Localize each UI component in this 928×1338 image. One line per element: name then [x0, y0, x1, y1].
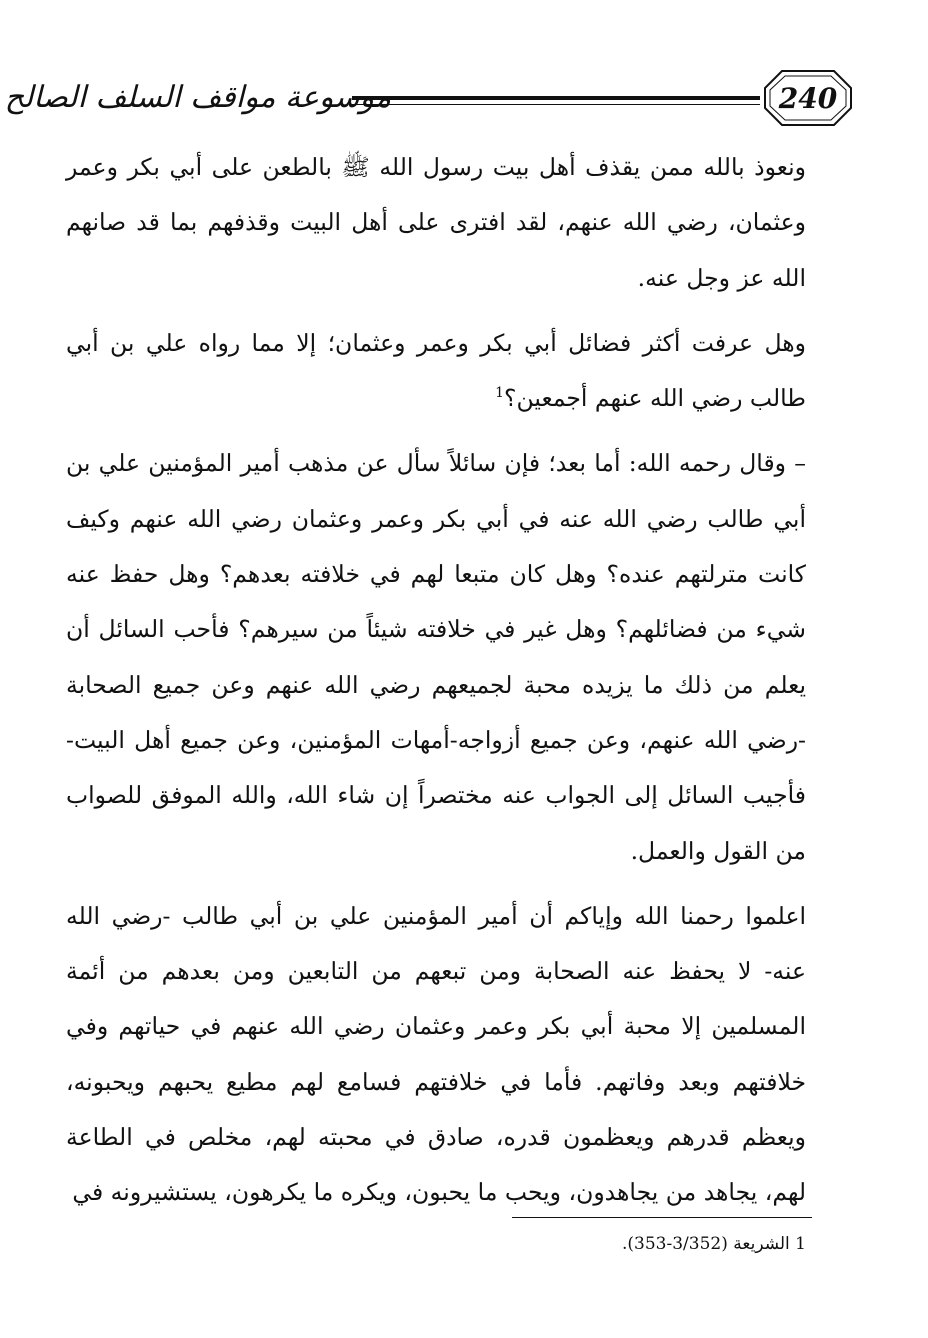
paragraph-1	[66, 140, 806, 306]
paragraph-4	[66, 889, 806, 1221]
paragraph-3	[66, 436, 806, 878]
header-rule-thick	[352, 96, 760, 100]
paragraph-text: وهل عرفت أكثر فضائل أبي بكر وعمر وعثمان؛ إلا مما رواه علي بن أبي طالب رضي الله عنهم أجمعين؟	[66, 328, 806, 413]
paragraph-text: – وقال رحمه الله: أما بعد؛ فإن سائلاً سأل عن مذهب أمير المؤمنين علي بن أبي طالب رضي الله عنه في أبي بكر وعمر وعثمان رضي الله عنهم وكيف كانت مترلتهم عنده؟ وهل كان متبعا لهم في خلافته بعدهم؟ وهل حفظ عنه شيء من فضائلهم؟ وهل غير في خلافته شيئاً من سيرهم؟ فأحب السائل أن يعلم من ذلك ما يزيده محبة لجميعهم رضي الله عنهم وعن جميع الصحابة -رضي الله عنهم، وعن جميع أزواجه-أمهات المؤمنين، وعن جميع أهل البيت- فأجيب السائل إلى الجواب عنه مختصراً إن شاء الله، والله الموفق للصواب من القول والعمل.	[66, 449, 806, 865]
footnote: 1 الشريعة (3/352-353).	[621, 1234, 806, 1254]
body-text	[66, 140, 806, 1221]
footnote-separator	[512, 1217, 812, 1218]
footnote-marker: 1	[495, 385, 505, 402]
paragraph-2	[66, 316, 806, 427]
running-title: موسوعة مواقف السلف الصالح	[4, 79, 392, 115]
paragraph-text: اعلموا رحمنا الله وإياكم أن أمير المؤمنين علي بن أبي طالب -رضي الله عنه- لا يحفظ عنه الصحابة ومن تبعهم من التابعين ومن بعدهم من أئمة المسلمين إلا محبة أبي بكر وعمر وعثمان رضي الله عنهم في حياتهم وفي خلافتهم وبعد وفاتهم. فأما في خلافتهم فسامع لهم مطيع يحبهم ويحبونه، ويعظم قدرهم ويعظمون قدره، صادق في محبته لهم، مخلص في الطاعة لهم، يجاهد من يجاهدون، ويحب ما يحبون، ويكره ما يكرهون، يستشيرونه في	[66, 901, 806, 1207]
paragraph-text: ونعوذ بالله ممن يقذف أهل بيت رسول الله ﷺ بالطعن على أبي بكر وعمر وعثمان، رضي الله عنهم، لقد افترى على أهل البيت وقذفهم بما قد صانهم الله عز وجل عنه.	[66, 153, 806, 292]
header-rule-thin	[352, 104, 760, 105]
page-number-ornament	[762, 68, 854, 128]
page-number: 240	[778, 81, 838, 115]
page-header	[4, 68, 860, 138]
